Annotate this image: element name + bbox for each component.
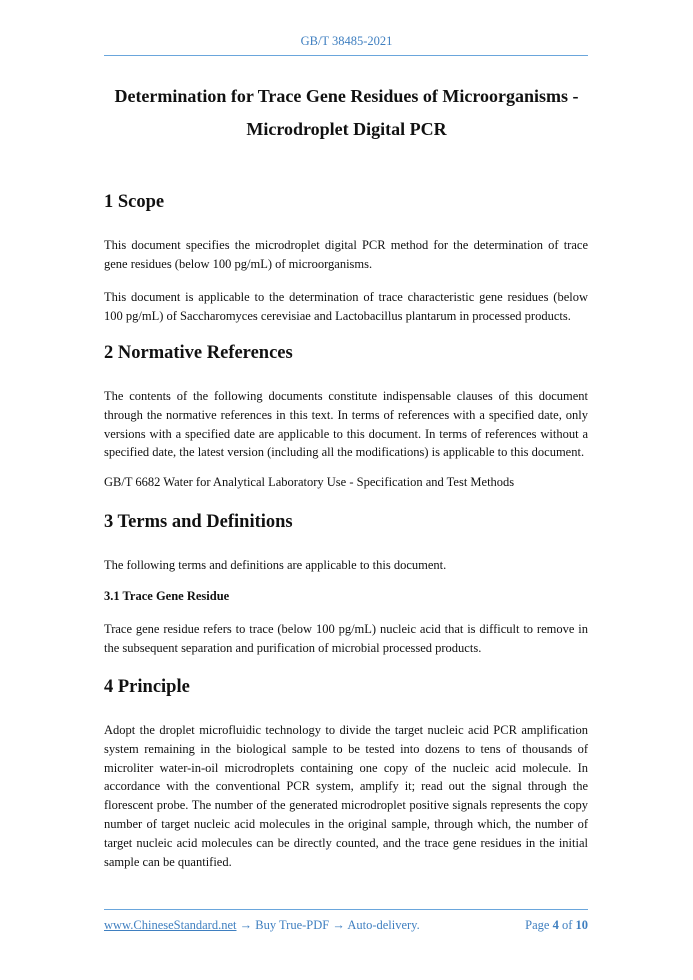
footer-promo	[104, 918, 420, 933]
page-label: Page	[525, 918, 550, 932]
document-title-line-2: Microdroplet Digital PCR	[246, 119, 447, 139]
arrow-right-icon: →	[332, 918, 345, 932]
page-of-label: of	[561, 918, 573, 932]
section-heading-normative-references: 2 Normative References	[104, 343, 293, 363]
page-indicator	[525, 918, 588, 933]
section-heading-terms: 3 Terms and Definitions	[104, 512, 293, 532]
current-page-number: 4	[552, 918, 559, 932]
total-page-number: 10	[575, 918, 588, 932]
subsection-heading-trace-gene-residue: 3.1 Trace Gene Residue	[104, 589, 230, 603]
document-title-line-1: Determination for Trace Gene Residues of Microorganisms -	[114, 86, 579, 106]
section-heading-principle: 4 Principle	[104, 677, 190, 697]
scope-paragraph-1: This document specifies the microdroplet digital PCR method for the determination of trace gene residues (below 100 pg/mL) of microorganisms.	[104, 238, 588, 271]
auto-delivery-text: Auto-delivery.	[347, 918, 420, 932]
normative-reference-item: GB/T 6682 Water for Analytical Laboratory Use - Specification and Test Methods	[104, 475, 515, 489]
chinesestandard-link[interactable]: www.ChineseStandard.net	[104, 918, 237, 932]
section-heading-scope: 1 Scope	[104, 192, 165, 212]
buy-true-pdf-text: Buy True-PDF	[255, 918, 330, 932]
principle-paragraph: Adopt the droplet microfluidic technology to divide the target nucleic acid PCR amplification system remaining in the biological sample to be tested into dozens to tens of thousands of microliter water-in-oil microdroplets containing one copy of the nucleic acid molecule. In accordance with the conventional PCR system, amplify it; read out the signal through the florescent probe. The number of the generated microdroplet positive signals represents the copy number of target nucleic acid molecules in the original sample, through which, the number of target nucleic acid molecules can be directly counted, and the trace gene residues in the initial sample can be quantified.	[104, 723, 588, 869]
terms-intro: The following terms and definitions are applicable to this document.	[104, 558, 447, 572]
footer-divider	[104, 909, 588, 910]
trace-gene-residue-definition: Trace gene residue refers to trace (below 100 pg/mL) nucleic acid that is difficult to remove in the subsequent separation and purification of microbial processed products.	[104, 622, 588, 655]
scope-paragraph-2: This document is applicable to the determination of trace characteristic gene residues (below 100 pg/mL) of Saccharomyces cerevisiae and Lactobacillus plantarum in processed products.	[104, 290, 588, 323]
normative-references-paragraph: The contents of the following documents constitute indispensable clauses of this document through the normative references in this text. In terms of references with a specified date, only versions with a specified date are applicable to this document. In terms of references without a specified date, the latest version (including all the modifications) is applicable to this document.	[104, 389, 588, 460]
arrow-right-icon: →	[239, 918, 253, 932]
header-divider	[104, 55, 588, 56]
header-standard-code: GB/T 38485-2021	[300, 34, 393, 48]
